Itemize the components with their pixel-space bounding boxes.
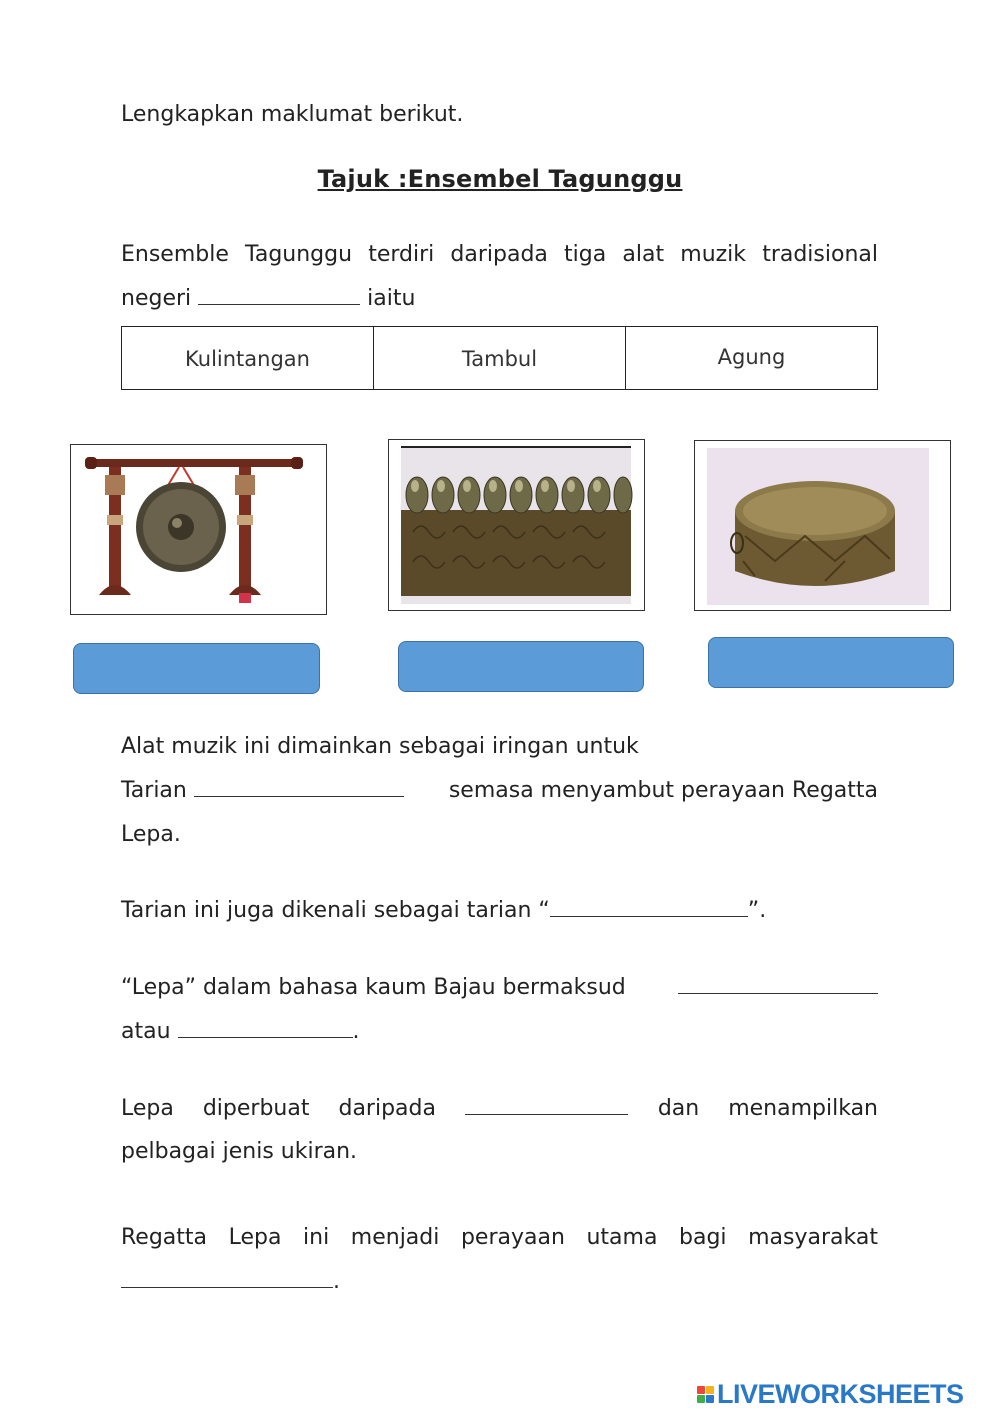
p1-line-2-before: Tarian bbox=[121, 778, 187, 803]
p4-line-1-word-group: Lepa diperbuat daripada bbox=[121, 1096, 436, 1121]
intro-line-1: Ensemble Tagunggu terdiri daripada tiga alat muzik tradisional bbox=[121, 242, 878, 267]
answer-drop-box-3[interactable] bbox=[708, 637, 954, 688]
blank-tarian[interactable] bbox=[194, 776, 404, 797]
p2-before: Tarian ini juga dikenali sebagai tarian “ bbox=[121, 898, 550, 923]
intro-line-2 bbox=[121, 284, 415, 314]
p1-line-3: Lepa. bbox=[121, 822, 181, 847]
word-bank-option[interactable]: Tambul bbox=[374, 327, 626, 390]
p3-line-2 bbox=[121, 1017, 360, 1047]
gong-icon bbox=[71, 445, 326, 614]
blank-masyarakat[interactable] bbox=[121, 1267, 333, 1288]
blank-negeri[interactable] bbox=[198, 284, 360, 305]
answer-drop-box-1[interactable] bbox=[73, 643, 320, 694]
p2-line bbox=[121, 896, 766, 926]
logo-badge-icon bbox=[697, 1386, 714, 1403]
p5-line-2-after: . bbox=[333, 1269, 340, 1294]
intro-line-2-after: iaitu bbox=[367, 286, 416, 311]
answer-drop-box-2[interactable] bbox=[398, 641, 644, 692]
p3-line-2-before: atau bbox=[121, 1019, 171, 1044]
p4-line-1-after: dan menampilkan bbox=[657, 1096, 878, 1121]
p1-line-2 bbox=[121, 776, 878, 806]
word-bank-option[interactable]: Kulintangan bbox=[122, 327, 374, 390]
p5-line-2 bbox=[121, 1267, 340, 1297]
p4-line-2: pelbagai jenis ukiran. bbox=[121, 1139, 358, 1164]
drum-icon bbox=[695, 441, 950, 610]
p5-line-1: Regatta Lepa ini menjadi perayaan utama bagi masyarakat bbox=[121, 1225, 878, 1250]
word-bank-option[interactable]: Agung bbox=[626, 327, 878, 390]
kulintangan-image bbox=[388, 439, 645, 611]
blank-lepa-meaning-1[interactable] bbox=[678, 973, 878, 994]
kulintangan-icon bbox=[389, 440, 644, 610]
p3-line-1 bbox=[121, 973, 878, 1003]
instruction-text: Lengkapkan maklumat berikut. bbox=[121, 102, 464, 127]
liveworksheets-logo bbox=[697, 1378, 964, 1410]
p3-line-2-after: . bbox=[352, 1019, 360, 1044]
brand-name: LIVEWORKSHEETS bbox=[717, 1378, 964, 1409]
blank-lepa-meaning-2[interactable] bbox=[178, 1017, 353, 1038]
intro-line-2-before: negeri bbox=[121, 286, 192, 311]
p3-line-1-before: “Lepa” dalam bahasa kaum Bajau bermaksud bbox=[121, 975, 626, 1000]
p1-line-1: Alat muzik ini dimainkan sebagai iringan untuk bbox=[121, 734, 639, 759]
p1-line-2-after: semasa menyambut perayaan Regatta bbox=[448, 778, 878, 803]
blank-tarian-alias[interactable] bbox=[550, 896, 748, 917]
p4-line-1 bbox=[121, 1094, 878, 1124]
page-title: Tajuk :Ensembel Tagunggu bbox=[317, 165, 683, 193]
drum-image bbox=[694, 440, 951, 611]
gong-image bbox=[70, 444, 327, 615]
p2-after: ”. bbox=[747, 898, 767, 923]
blank-lepa-material[interactable] bbox=[465, 1094, 628, 1115]
word-bank-table bbox=[121, 326, 878, 390]
